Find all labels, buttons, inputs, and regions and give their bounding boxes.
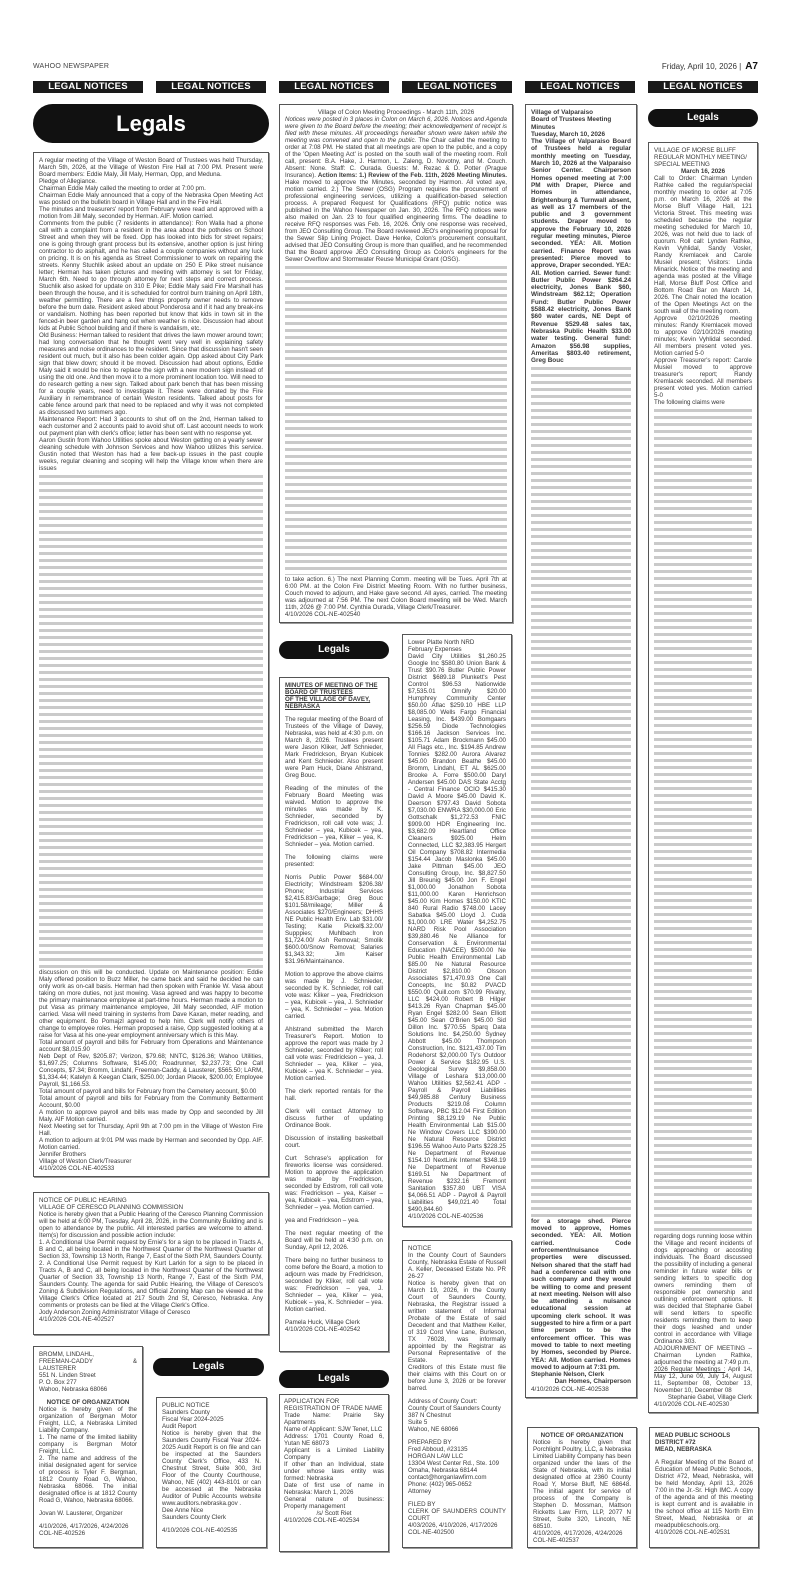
text-continuation bbox=[654, 407, 752, 1232]
text-line: The next regular meeting of the Board will be held at 4:30 p.m. on Sunday, April 12, 2026. bbox=[285, 1230, 383, 1251]
body-text: for a storage shed. Pierce moved to approve, Homes seconded. YEA: All. Motion carried. Code enforcement/nuisance properties were discussed. Nelson shared that the staff had had a conference call with one such company and they would be willing to come and present at next meeting. Nelson will also be attending a nuisance educational session at upcoming clerk school. It was suggested to hire a firm or a part time person to be the enforcement officer. This was moved to table to next meeting by Homes, seconded by Pierce. YEA: All. Motion carried. Homes moved to adjourn at 7:31 pm. bbox=[531, 1217, 631, 1371]
filed-by bbox=[408, 1501, 506, 1536]
notice-code: 4/10/2026 COL-NE-402534 bbox=[284, 1517, 360, 1524]
section-bar: LEGAL NOTICES bbox=[648, 81, 758, 93]
body-text: The Village of Valparaiso Board of Trustees held a regular monthly meeting on Tuesday, March 10, 2026 at the Valparaiso Senior Center. Chairperson Homes opened meeting at 7:00 PM with Draper, Pierce and Homes in attendance, Brightenburg & Turnwall absent, as well as 17 members of the public and 3 government students. Draper moved to approve the February 10, 2026 regular meeting minutes, Pierce seconded. YEA: All. Motion carried. Finance Report was presented: Pierce moved to approve, Draper seconded. YEA: All. Motion carried. Sewer fund: Butler Public Power $264.24 electricity, Jones Bank $60, Windstream $62.12; Operation Fund: Butler Public Power $588.42 electricity, Jones Bank $60 water cards, NE Dept of Revenue $529.48 sales tax, Nebraska Public Health $33.00 water testing. General fund: Amazon $56.98 supplies, Ameritas $803.40 retirement, Greg Bouc bbox=[531, 138, 631, 365]
davey-minutes-notice bbox=[279, 677, 389, 1352]
notice-body: Notice is hereby given that the Saunders County Fiscal Year 2024-2025 Audit Report is on file and can be inspected at the Saunders County Clerk's Office, 433 N. Chestnut Street, Suite 300, 3rd Floor of the County Courthouse, Wahoo, NE (402) 443-8101 or can be accessed at the Nebraska Auditor of Public Accounts website www.auditors.nebraska.gov . bbox=[162, 1430, 261, 1507]
text-line: Pledge of Allegiance. bbox=[39, 178, 97, 185]
text-line: contact@horganlawfirm.com bbox=[408, 1474, 487, 1481]
intro-text: Notices were posted in 3 places in Colon on March 6, 2026. Notices and Agenda were given to the Board before the meeting; their acknowledgement of receipt is filed with these minutes. All proceedings hereafter shown were taken while the meeting was convened and open to the public. bbox=[285, 116, 507, 144]
notice-title bbox=[654, 147, 752, 168]
text-line: Approve 02/10/2026 meeting minutes: Randy Kremlacek moved to approve 02/10/2026 meeting minutes; Kevin Vyhlidal seconded. All members present voted yes. Motion carried 5-0 bbox=[654, 315, 752, 357]
text-line: The following claims were bbox=[654, 399, 725, 406]
notice-title bbox=[284, 1398, 384, 1412]
text-line: 2. A Conditional Use Permit request by Kurt Larkin for a sign to be placed in Tracts A, B and C, all being located in the Northwest Quarter of the Northwest Quarter of Section 33, Township 13 North, Range 7, East of the Sixth P.M, Saunders County. The agenda for said Public Hearing, the Village of Ceresco's Zoning & Subdivision Regulations, and Official Zoning Map can be viewed at the Village Clerk's Office located at 217 South 2nd St, Ceresco, Nebraska. Any comments or protests can be filed at the Village Clerk's Office. bbox=[39, 1260, 263, 1309]
text-line: A regular meeting of the Village of Weston Board of Trustees was held Thursday, March 5th, 2026, at the Village of Weston Fire Hall at 7:00 PM. Present were Board members: Eddie Maly, Jill Maly, Herman, Opp, and Meduna. bbox=[39, 157, 263, 178]
mead-schools-notice bbox=[649, 1427, 759, 1548]
text-line: Applicant is a Limited Liability Company bbox=[284, 1447, 384, 1461]
text-line: Fred Abboud, #23135 bbox=[408, 1446, 468, 1453]
text-line: Lower Platte North NRD bbox=[408, 639, 475, 646]
text-line: 4/10/2026 COL-NE-402533 bbox=[39, 1165, 115, 1172]
page-number: A7 bbox=[745, 61, 758, 72]
notice-body bbox=[39, 1406, 137, 1504]
text-line: Audit Report bbox=[162, 1423, 197, 1430]
text-line: A motion to adjourn at 9:01 PM was made by Herman and seconded by Opp. AIF. Motion carried. bbox=[39, 1137, 263, 1151]
text-line: discussion on this will be conducted. Update on Maintenance position: Eddie Maly offered position to Buzz Miller, he came back and said he decided he can only work as on-call basis. Herman had then spoken with Frankie W. Vasa about taking on more duties, not just mowing. Vasa agreed and was happy to become the primary maintenance employee at part-time hours. Herman made a motion to put Vasa as primary maintenance employee, Jill Maly seconded, AIF motion carried. Vasa will need training in systems from Dave Kaxan, meter reading, and other equipment. Bo Pomajzl agreed to help him. Clerk will notify others of change to employee roles. Herman proposed a raise, Opp suggested looking at a raise for Vasa at his one-year employment anniversary which is this May. bbox=[39, 969, 263, 1039]
notice-body: A Regular Meeting of the Board of Education of Mead Public Schools, District #72, Mead, Nebraska, will be held Monday, April 13, 2026 7:00 in the Jr.-Sr. High IMC. A copy of the agenda and of this meeting is kept current and is available in the school office at 115 North Elm Street, Mead, Nebraska or at meadpublicschools.org. bbox=[655, 1459, 753, 1529]
text-line: Total amount of payroll and bills for February from the Cemetery account, $0.00 bbox=[39, 1088, 257, 1095]
text-line: Name of Applicant: SJW Tenet, LLC bbox=[284, 1426, 383, 1433]
notice-title: NOTICE OF ORGANIZATION bbox=[540, 1432, 624, 1439]
text-line: Old Business: Herman talked to resident that drives the lawn mower around town; had long conversation that he thought went very well in explaining safety measures and noise ordinances to the resident. Since that discussion hasn't seen resident out much, but it also has been colder again. Opp asked about City Park sign that blew down; should it be moved. Discussion had about options, Eddie Maly said it would be nice to replace the sign with a new modern sign instead of using the old one. And then move it to a more prominent location too. Will need to do research getting a new sign. Talked about park bench that has been missing for a couple years, need to investigate it. These were donated by the Fire Auxiliary in remembrance of certain Weston residents. Talked about posts for cable fence around park that need to be replaced and why it was not completed as discussed two summers ago. bbox=[39, 332, 263, 416]
estate-notice bbox=[402, 1240, 512, 1548]
legals-banner: Legals bbox=[279, 1370, 389, 1388]
text-line: Motion to approve the above claims was made by J. Schnieder, seconded by K. Schnieder, roll call vote was: Kliker – yea, Fredrickson – yea, Kubicek – yea, J. Schnieder – yea, K. Schnieder – yea. Motion carried. bbox=[285, 971, 383, 1020]
notice-code: COL-NE-402526 bbox=[39, 1530, 86, 1537]
notice-body bbox=[285, 716, 383, 1339]
text-line: Chairman Eddie Maly announced that a copy of the Nebraska Open Meeting Act was posted on the bulletin board in Village Hall and in the Fire Hall. bbox=[39, 192, 263, 206]
text-line: VILLAGE OF CERESCO PLANNING COMMISSION bbox=[39, 1204, 184, 1211]
section-bar: LEGAL NOTICES bbox=[279, 81, 389, 93]
text-line: yea and Fredrickson – yea. bbox=[285, 1217, 360, 1224]
weston-head-text bbox=[39, 157, 263, 472]
notice-code: 4/10/2026 COL-NE-402538 bbox=[531, 1385, 609, 1393]
text-line: DISTRICT #72 bbox=[655, 1439, 696, 1446]
notice-title bbox=[408, 639, 506, 653]
text-line: Date of first use of name in Nebraska: March 1, 2026 bbox=[284, 1482, 384, 1496]
text-line: 13304 West Center Rd., Ste. 109 bbox=[408, 1460, 500, 1467]
notice-title: Village of Colon Meeting Proceedings - March 11th, 2026 bbox=[317, 109, 475, 116]
text-line: Approve Treasurer's report: Carole Musiel moved to approve treasurer's report; Randy Kremlacek seconded. All members present voted yes. Motion carried 5-0 bbox=[654, 357, 752, 399]
chair-signature: Dan Homes, Chairperson bbox=[554, 1378, 631, 1386]
text-line: CLERK OF SAUNDERS COUNTY COURT bbox=[408, 1508, 506, 1522]
valparaiso-minutes-notice bbox=[525, 104, 637, 1398]
text-line: Creditors of this Estate must file their claims with this Court on or before June 3, 2026 or be forever barred. bbox=[408, 1364, 506, 1392]
trade-name-notice bbox=[279, 1394, 389, 1552]
text-line: Saunders County bbox=[162, 1409, 210, 1416]
text-line: Village of Valparaiso bbox=[531, 109, 594, 116]
text-line: The following claims were presented: bbox=[285, 854, 383, 868]
text-line: Reading of the minutes of the February Board Meeting was waived. Motion to approve the minutes was made by K. Schnieder, seconded by Fredrickson, roll call vote was; J. Schnieder – yea, Kubicek – yea, Fredrickson – yea, Kliker – yea, K. Schnieder – yea. Motion carried. bbox=[285, 785, 383, 848]
prepared-by bbox=[408, 1439, 506, 1495]
text-line: Board of Trustees Meeting bbox=[531, 116, 612, 124]
date-text: Friday, April 10, 2026 | bbox=[661, 62, 742, 71]
notice-code: 4/10/2026 COL-NE-402535 bbox=[162, 1527, 238, 1534]
section-bar: LEGAL NOTICES bbox=[402, 81, 512, 93]
text-line: Suite 5 bbox=[408, 1419, 428, 1426]
text-line: Comments from the public (7 residents in attendance): Ron Walla had a phone call with a complaint from a resident in the area about the potholes on School Street and when they will be fixed. Opp has looked into bids for street repairs; one is going through grant process but its extensive, another option is just hiring contractor to do asphalt, and he has called a couple companies without any luck on pricing. It is on his agenda as Street Commissioner to work on repairing the streets. Kenny Stuchlik asked about an update on 250 E Pike street nuisance letter; Herman has taken pictures and meeting with attorney is set for Friday, March 6th. Need to go through attorney for next steps and correct process. Stuchlik also asked for update on 310 E Pike; Eddie Maly said Fire Marshall has been through the house, and it is scheduled for control burn training on April 18th, weather permitting. There are a few things property owner needs to remove before the burn date. Resident asked about Ponderosa and if it had any break-ins or vandalism. Nothing has been reported but know that kids in town sit in the fenced-in beer garden and hang out when weather is nice. Discussion had about kids at Public School building and if there is vandalism, etc. bbox=[39, 220, 263, 332]
signer: Dee Anne Nice bbox=[162, 1507, 204, 1514]
text-line: MEAD PUBLIC SCHOOLS bbox=[655, 1432, 731, 1439]
action-items-heading: Action Items: 1.) Review of the Feb. 11th, 2026 Meeting Minutes. bbox=[317, 172, 507, 179]
section-bar: LEGAL NOTICES bbox=[156, 81, 266, 93]
run-dates: 4/10/2026, 4/17/2026, 4/24/2026 bbox=[533, 1530, 623, 1537]
text-line: NEBRASKA bbox=[285, 703, 321, 710]
text-line: Notice is hereby given that a Public Hearing of the Ceresco Planning Commission will be held at 6:00 PM, Tuesday, April 28, 2026, in the Community Building and is open to attendance by the public. All interested parties are welcome to attend. Item(s) for discussion and possible action include: bbox=[39, 1211, 263, 1239]
text-line: Ahlstrand submitted the March Treasurer's Report. Motion to approve the report was made by J Schnieder, seconded by Kliker; roll call vote was: Fredrickson – yea, J. Schnieder – yea, Kliker – yea, Kubicek – yea K. Schnieder – yea. Motion carried. bbox=[285, 1026, 383, 1082]
lower-platte-expenses-notice bbox=[402, 634, 512, 1227]
text-line: Address of County Court: bbox=[408, 1398, 478, 1405]
section-bar: LEGAL NOTICES bbox=[33, 81, 143, 93]
text-line: Trade Name: Prairie Sky Apartments bbox=[284, 1412, 384, 1426]
notice-code: 4/10/2026 COL-NE-402530 bbox=[654, 1401, 730, 1408]
text-line: OF THE VILLAGE OF DAVEY, bbox=[285, 696, 371, 703]
text-line: Chairman Eddie Maly called the meeting to order at 7:00 pm. bbox=[39, 185, 206, 192]
meeting-date: March 16, 2026 bbox=[680, 168, 726, 175]
text-line: Village of Weston Clerk/Treasurer bbox=[39, 1158, 132, 1165]
text-line: Fiscal Year 2024-2025 bbox=[162, 1416, 224, 1423]
colon-proceedings-notice bbox=[279, 104, 513, 623]
text-line: The minutes and treasurers' report from February were read and approved with a motion from Jill Maly, seconded by Herman. AIF. Motion carried. bbox=[39, 206, 263, 220]
audit-report-notice bbox=[156, 1397, 267, 1548]
notice-title bbox=[655, 1432, 753, 1453]
law-firm-address bbox=[39, 1351, 137, 1393]
notice-body bbox=[408, 1252, 506, 1392]
text-line: Jody Anderson Zoning Administrator Village of Ceresco bbox=[39, 1309, 191, 1316]
notice-code: 4/10/2026 COL-NE-402536 bbox=[408, 1213, 484, 1220]
text-line: NOTICE OF PUBLIC HEARING bbox=[39, 1197, 127, 1204]
text-line: BROMM, LINDAHL, bbox=[39, 1351, 95, 1358]
text-line: COL-NE-402500 bbox=[408, 1529, 455, 1536]
text-line: Call to Order: Chairman Lynden Rathke called the regular/special monthly meeting to order at 7:05 p.m. on March 16, 2026 at the Morse Bluff Village Hall, 121 Victoria Street. This meeting was scheduled because the regular meeting scheduled for March 10, 2026, was not held due to lack of quorum. Roll call: Lynden Rathke, Kevin Vyhlidal, Sandy Vosler, Randy Kremlacek and Carole Musiel present; Visitors: Linda Minarick. Notice of the meeting and agenda was posted at the Village Hall, Morse Bluff Post Office and Bottom Road Bar on March 14, 2026. The Chair noted the location of the Open Meetings Act on the south wall of the meeting room. bbox=[654, 175, 752, 315]
text-line: MINUTES OF MEETING OF THE bbox=[285, 682, 378, 689]
text-line: BOARD OF TRUSTEES bbox=[285, 689, 353, 696]
signer: Stephanie Gabel, Village Clerk bbox=[667, 1394, 752, 1401]
notice-code: COL-NE-402537 bbox=[533, 1537, 580, 1544]
morse-bluff-minutes-notice bbox=[648, 142, 758, 1413]
text-continuation bbox=[531, 365, 631, 1216]
text-line: Norris Public Power $684.00/ Electricity; Windstream $206.38/ Phone; Industrial Services $2,415.83/Garbage; Greg Bouc $101.58/mileage; Miller & Associates $270/Engineers; DHHS NE Public Health Env. Lab $31.00/ Testing; Katie Pickel$.32.00/ Supppies; Muhlbach Iron $1,724.00/ Ash Removal; Smolik $600.00/Snow Removal; Salaries $1,343.32; Jim Kaiser $31.96/Maintainance. bbox=[285, 874, 383, 965]
regular-meeting-dates: April 14, May 12, June 09, July 14, August 11, September 08, October 13, November 10, December 08 bbox=[654, 1366, 752, 1394]
text-line: February Expenses bbox=[408, 646, 462, 653]
text-line: A motion to approve payroll and bills was made by Opp and seconded by Jill Maly. AIF Motion carried. bbox=[39, 1109, 263, 1123]
clerk-signature: Stephanie Nelson, Clerk bbox=[531, 1371, 605, 1379]
text-line: Total amount of payroll and bills for February from Operations and Maintenance account $8,015.90 bbox=[39, 1039, 263, 1053]
text-line: HORGAN LAW LLC bbox=[408, 1453, 464, 1460]
run-dates: 4/10/2026, 4/17/2026, 4/24/2026 bbox=[39, 1523, 129, 1530]
text-line: General nature of business: Property management bbox=[284, 1496, 384, 1510]
text-line: Address: 1701 County Road 6, Yutan NE 68073 bbox=[284, 1433, 384, 1447]
text-line: Next Meeting set for Thursday, April 9th at 7:00 pm in the Village of Weston Fire Hall. bbox=[39, 1123, 263, 1137]
text-line: If other than an Individual, state under whose laws entity was formed: Nebraska bbox=[284, 1461, 384, 1482]
issue-date bbox=[662, 61, 758, 72]
text-line: 4/03/2026, 4/10/2026, 4/17/2026 bbox=[408, 1522, 498, 1529]
text-line: 1. A Conditional Use Permit request by Ernie's for a sign to be placed in Tracts A, B and C, all being located in the Northwest Quarter of the Northwest Quarter of Section 33, Township 13 North, Range 7, East of the Sixth P.M, Saunders County. bbox=[39, 1239, 263, 1260]
legals-banner: Legals bbox=[153, 1358, 264, 1376]
text-line: REGULAR MONTHLY MEETING/ bbox=[654, 154, 747, 161]
weston-minutes-notice bbox=[33, 152, 269, 1177]
text-line: Clerk will contact Attorney to discuss further of updating Ordinance Book. bbox=[285, 1108, 383, 1129]
text-line: Omaha, Nebraska 68144 bbox=[408, 1467, 478, 1474]
text-line: Jennifer Brothers bbox=[39, 1151, 87, 1158]
text-line: Notice is hereby given of the organization of Bergman Motor Freight, LLC, a Nebraska Limited Liability Company. bbox=[39, 1406, 137, 1434]
notice-body bbox=[284, 1412, 384, 1510]
notice-code: 4/10/2026 COL-NE-402540 bbox=[285, 611, 361, 618]
text-line: The clerk reported rentals for the hall. bbox=[285, 1088, 383, 1102]
text-line: Discussion of installing basketball court. bbox=[285, 1135, 383, 1149]
text-line: SPECIAL MEETING bbox=[654, 161, 710, 168]
bergman-organization-notice bbox=[33, 1346, 143, 1548]
body-text: The Chair called the meeting to order at 7:08 PM. He stated that all meetings are open to the public, and a copy of the 'Open Meeting Act' is posted on the south wall of the meeting room. Roll call, present: B.A. Hake, J. Harmon, L. Zaleng, D. Novotny, and M. Couch. Absent: None. Staff: C. Ourada. Guests: M. Rezac & D. Potter (Prague Insurance). bbox=[285, 137, 507, 179]
signer: Jovan W. Lausterer, Organizer bbox=[39, 1510, 123, 1517]
text-line: 2. The name and address of the initial designated agent for service of process is Tyler F. Bergman, 1812 County Road G, Wahoo, Nebraska 68066. The initial designated office is at 1812 County Road G, Wahoo, Nebraska 68066. bbox=[39, 1455, 137, 1504]
newspaper-name: WAHOO NEWSPAPER bbox=[33, 63, 110, 70]
notice-title bbox=[531, 109, 631, 138]
text-line: 387 N Chestnut bbox=[408, 1412, 451, 1419]
notice-code: 4/10/2026 COL-NE-402531 bbox=[655, 1529, 731, 1536]
text-line: Wahoo, Nebraska 68066 bbox=[39, 1386, 108, 1393]
notice-title bbox=[162, 1402, 261, 1430]
body-text: regarding dogs running loose within the Village and recent incidents of dogs approaching or accosting individuals. The Board discussed the possibility of including a general reminder in future water bills or sending letters to specific dog owners reminding them of responsible pet ownership and outlining enforcement options. It was decided that Stephanie Gabel will send letters to specific residents reminding them to keep their dogs leashed and under control in accordance with Village Ordinance 303. bbox=[654, 1233, 752, 1345]
legals-banner: Legals bbox=[648, 109, 758, 127]
text-line: Attorney bbox=[408, 1488, 432, 1495]
ceresco-text bbox=[39, 1197, 263, 1323]
adjournment: ADJOURNMENT OF MEETING – Chairman Lynden Rathke, adjourned the meeting at 7:49 p.m. bbox=[654, 1345, 752, 1366]
text-line: Tuesday, March 10, 2026 bbox=[531, 130, 606, 138]
text-line: The regular meeting of the Board of Trustees of the Village of Davey, Nebraska, was held at 4:30 p.m. on March 8, 2026. Trustees present were Jason Kliker, Jeff Schnieder, Mark Fredrickson, Bryan Kubicek and Kent Schnieder. Also present were Pam Huck, Diane Ahlstrand, Greg Bouc. bbox=[285, 716, 383, 779]
text-line: P. O. Box 277 bbox=[39, 1379, 77, 1386]
text-continuation bbox=[39, 473, 263, 968]
text-line: VILLAGE OF MORSE BLUFF bbox=[654, 147, 736, 154]
text-line: Notice is hereby given that on March 19, 2026, in the County Court of Saunders County, Nebraska, the Registrar issued a written statement of Informal Probate of the Estate of said Decedent and that Matthew Keller, of 319 Cord Vine Lane, Burleson, TX 76028, was informally appointed by the Registrar as Personal Representative of the Estate. bbox=[408, 1280, 506, 1364]
notice-body: Notice is hereby given that Porchlight Poultry, LLC, a Nebraska Limited Liability Company has been organized under the laws of the State of Nebraska, with its initial designated office at 2360 County Road Y, Morse Bluff, NE 68648. The initial agent for service of process of the Company is Stephen D. Mossman, Mattson Ricketts Law Firm, LLP, 2077 N Street, Suite 320, Lincoln, NE 68510. bbox=[533, 1439, 631, 1530]
text-line: Maintenance Report: Had 3 accounts to shut off on the 2nd, Herman talked to each customer and 2 accounts paid to avoid shut off. Last account needs to work out payment plan with clerk's office; letter has been sent with no response yet. bbox=[39, 416, 263, 437]
text-line: Neb Dept of Rev, $205.87; Verizon, $79.68; NNTC, $126.36; Wahoo Utilities, $1,697.25; Columns Software, $145.00; Roadrunner, $2,237.73; One Call Concepts, $7.34; Bromm, Lindahl, Freeman-Caddy, & Lausterer, $565.50; LARM, $1,334.44; Katelyn & Keegan Clark, $250.00; Jordan Placek, $200.00; Employee Payroll, $1,166.53. bbox=[39, 1053, 263, 1088]
notice-body bbox=[654, 175, 752, 406]
text-line: 4/10/2026 COL-NE-402527 bbox=[39, 1316, 115, 1323]
notice-title: NOTICE OF ORGANIZATION bbox=[46, 1399, 130, 1406]
porchlight-organization-notice bbox=[527, 1427, 637, 1548]
regular-meetings-label: 2026 Regular Meetings : bbox=[654, 1366, 726, 1373]
text-line: FREEMAN-CADDY & LAUSTERER bbox=[39, 1358, 137, 1372]
expense-list: David City Utilities $1,260.25 Google Inc $580.80 Union Bank & Trust $90.76 Butler Public Power District $689.18 Plunkett's Pest Control $96.53 Nationwide $7,535.01 Omnify $20.00 Humphrey Community Center $50.00 Aflac $259.10 HBE LLP $8,085.00 Wells Fargo Financial Leasing, Inc. $439.00 Bomgaars $256.59 Diode Technologies $166.16 Jackson Services Inc. $105.71 Adam Brockmann $45.00 All Flags etc., Inc. $194.85 Andrew Tonnies $282.00 Aurora Alvarez $45.00 Brandon Beathe $45.00 Bromm, Lindahl, ET AL $625.00 Brooke A. Forre $500.00 Daryl Andersen $45.00 DAS State Acctg - Central Finance OCIO $415.30 David A Moore $45.00 David K. Deerson $797.43 David Sobota $7,030.00 ENWRA $30,000.00 Eric Gottschalk $1,272.53 FNIC $909.00 HDR Engineering Inc. $3,682.09 Heartland Office Cleaners $925.00 Helm Connected, LLC $2,383.95 Hergert Oil Company $708.82 Intermedia $154.44 Jacob Maslonka $45.00 Jake Pittman $45.00 JEO Consulting Group, Inc. $8,827.50 Jill Breunig $45.00 Jon F. Engel $1,000.00 Jonathon Sobota $11,000.00 Karen Henrichson $45.00 Kim Homes $150.00 KTIC 840 Rural Radio $748.00 Lacey Sabatka $45.00 Lloyd J. Cuda $1,000.00 LRE Water $4,252.75 NARD Risk Pool Association $39,880.46 Ne Alliance for Conservation & Environmental Education (NACEE) $500.00 Ne Public Health Environmental Lab $85.00 Ne Natural Resource District $2,810.00 Olsson Associates $71,470.93 One Call Concepts, Inc $0.82 PVACD $550.00 Quill.com $70.99 Rivalry, LLC $424.00 Robert B Hilger $413.26 Ryan Chapman $45.00 Ryan Engel $282.00 Sean Elliott $45.00 Sean O'Brien $45.00 Sid Dillon Inc. $770.55 Sparq Data Solutions Inc. $4,250.00 Sydney Abbott $45.00 Thompson Construction, Inc. $121,437.00 Tim Rodehorst $2,000.00 Ty's Outdoor Power & Service $182.95 U.S. Geological Survey $9,858.00 Village of Leshara $13,000.00 Wahoo Utilities $2,562.41 ADP - Payroll & Payroll Liabilities $49,985.88 Century Business Products $219.08 Column Software, PBC $12.04 First Edition Printing $8,129.19 Ne Public Health Environmental Lab $15.00 Ne Window Covers LLC $390.00 Ne Natural Resource District $196.55 Wahoo Auto Parts $228.25 Ne Department of Revenue $154.10 NextLink Internet $348.19 Ne Department of Revenue $169.51 Ne Department of Revenue $232.16 Fremont Sanitation $357.80 UBT VISA $4,066.51 ADP - Payroll & Payroll Liabilities $49,021.40 Total $490,844.60 bbox=[408, 653, 506, 1213]
ceresco-hearing-notice bbox=[33, 1192, 269, 1335]
text-line: REGISTRATION OF TRADE NAME bbox=[284, 1405, 383, 1412]
legals-banner: Legals bbox=[33, 104, 269, 143]
text-line: Phone: (402) 965-0652 bbox=[408, 1481, 472, 1488]
legals-banner: Legals bbox=[279, 641, 389, 659]
text-line: 551 N. Linden Street bbox=[39, 1372, 96, 1379]
body-text: Hake moved to approve the Minutes, seconded by Harmon. All voted aye, motion carried. 2.) The Sewer (OSG) Program requires the procurement of professional engineering services, utilizing a qualification-based selection process. A prepared Request for Qualifications (RFQ) public notice was published in the Wahoo Newspaper on Jan. 30, 2026. The RFQ notices were also mailed on Jan. 23 to four qualified engineering firms. The deadline to receive RFQ responses was Feb. 16, 2026. Only one response was received, from JEO Consulting Group. The Board reviewed JEO's engineering proposal for the Sewer Slip Lining Project. Dave Henke, Colon's procurement consultant, advised that JEO Consulting Group is more than qualified, and he recommended that the Board approve JEO Consulting Group as Colon's engineers for the Sewer Overflow and Stormwater Reuse Municipal Grant (OSG). bbox=[285, 179, 507, 263]
text-line: PUBLIC NOTICE bbox=[162, 1402, 210, 1409]
text-continuation bbox=[285, 264, 507, 575]
text-line: FILED BY bbox=[408, 1501, 436, 1508]
signer-title: Saunders County Clerk bbox=[162, 1514, 226, 1521]
text-line: Curt Schrase's application for fireworks license was considered. Motion to approve the application was made by Fredrickson, seconded by Edstrom, roll call vote was: Fredrickson – yea, Kaiser – yea, Kubicek – yea, Edstrom – yea, Schnieder – yea. Motion carried. bbox=[285, 1155, 383, 1211]
court-address bbox=[408, 1398, 506, 1433]
weston-tail-text bbox=[39, 969, 263, 1172]
text-line: There being no further business to come before the Board, a motion to adjourn was made by Fredrickson, seconded by Kliker, roll call vote was: Fredrickson – yea, J. Schnieder – yea, Kliker – yea, Kubicek – yea, K. Schnieder – yea. Motion carried. bbox=[285, 1257, 383, 1313]
text-line: MEAD, NEBRASKA bbox=[655, 1446, 712, 1453]
text-line: Minutes bbox=[531, 123, 556, 131]
text-line: In the County Court of Saunders County, Nebraska Estate of Russell A. Keller, Deceased Estate No. PR 26-27 bbox=[408, 1252, 506, 1280]
text-line: Total amount of payroll and bills for February from the Community Betterment Account, $0.00 bbox=[39, 1095, 263, 1109]
text-line: Pamela Huck, Village Clerk 4/10/2026 COL-NE-402542 bbox=[285, 1319, 361, 1333]
text-line: County Court of Saunders County bbox=[408, 1405, 501, 1412]
notice-title: NOTICE bbox=[408, 1245, 432, 1252]
text-line: PREPARED BY bbox=[408, 1439, 452, 1446]
section-bar: LEGAL NOTICES bbox=[525, 81, 635, 93]
text-line: APPLICATION FOR bbox=[284, 1398, 340, 1405]
signer: /s/ Scott Riet bbox=[316, 1510, 352, 1517]
notice-title bbox=[285, 682, 383, 710]
body-text: to take action. 6.) The next Planning Comm. meeting will be Tues. April 7th at 6:00 PM. at the Colon Fire District Meeting Room. With no further business, Couch moved to adjourn, and Hake gave second. All ayes, carried. The meeting was adjourned at 7:56 PM. The next Colon Board meeting will be Wed. March 11th, 2026 @ 7:00 PM. Cynthia Ourada, Village Clerk/Treasurer. bbox=[285, 576, 507, 611]
text-line: 1. The name of the limited liability company is Bergman Motor Freight, LLC. bbox=[39, 1434, 137, 1455]
text-line: Aaron Gustin from Wahoo Utilities spoke about Weston getting on a yearly sewer cleaning schedule with Johnson Services and how Wahoo utilizes this service. Gustin noted that Weston has had a few back-up issues in the past couple weeks, regular cleaning and scoping will help the Village know when there are issues bbox=[39, 437, 263, 472]
text-line: Wahoo, NE 68066 bbox=[408, 1426, 459, 1433]
